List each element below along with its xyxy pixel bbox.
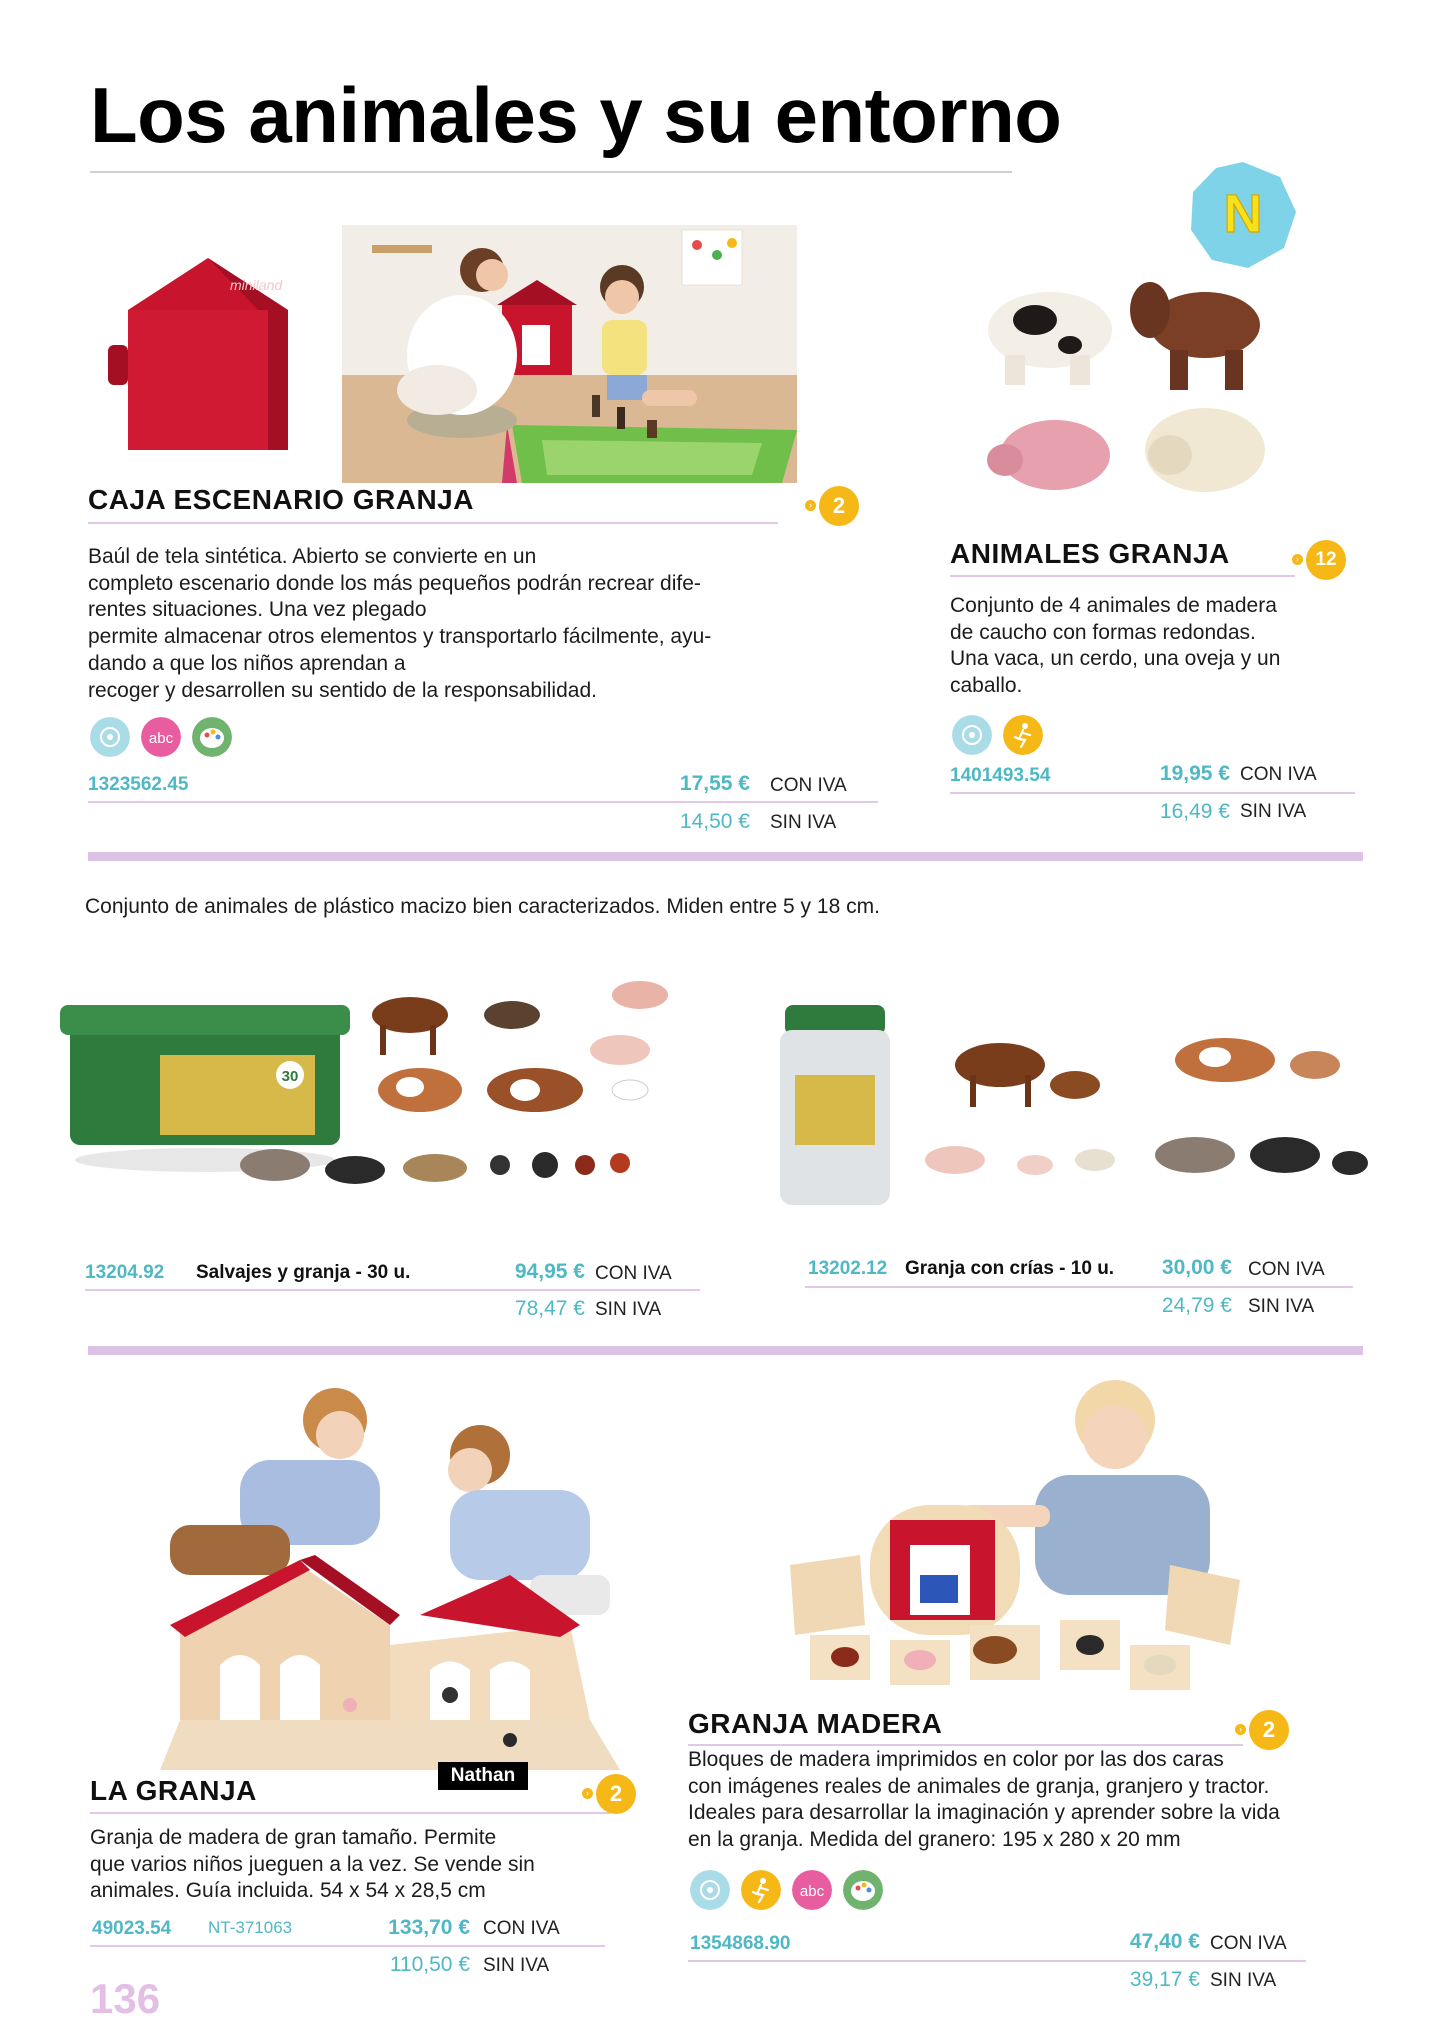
price-sin-iva: 78,47 €: [514, 1297, 585, 1320]
children-playing-photo: [342, 225, 797, 483]
price-divider: [85, 1289, 700, 1291]
con-iva-label: CON IVA: [1240, 764, 1317, 785]
desc-line: rentes situaciones. Una vez plegado: [88, 598, 427, 622]
arrow-icon: ›: [1292, 554, 1303, 565]
product-divider: [88, 522, 778, 524]
product-name: LA GRANJA: [90, 1775, 257, 1806]
desc-line: Conjunto de 4 animales de madera: [950, 594, 1277, 617]
product-name: CAJA ESCENARIO GRANJA: [88, 484, 474, 515]
product-code: 1401493.54: [950, 765, 1051, 786]
con-iva-label: CON IVA: [1210, 1933, 1287, 1954]
desc-line: dando a que los niños aprendan a: [88, 651, 406, 675]
product-divider: [950, 575, 1295, 577]
price-sin-iva: 16,49 €: [1159, 800, 1230, 823]
product-description: [688, 1747, 1388, 1854]
section-intro: Conjunto de animales de plástico macizo bien caracterizados. Miden entre 5 y 18 cm.: [85, 895, 880, 918]
title-divider: [90, 171, 1012, 173]
sin-iva-label: SIN IVA: [1240, 801, 1307, 822]
age-value: 2: [596, 1774, 636, 1814]
price-divider: [950, 792, 1355, 794]
sin-iva-label: SIN IVA: [770, 812, 837, 833]
desc-line: permite almacenar otros elementos y transportarlo fácilmente, ayu-: [88, 625, 712, 649]
product-code: 1354868.90: [690, 1933, 791, 1954]
desc-line: Ideales para desarrollar la imaginación y aprender sobre la vida: [688, 1801, 1280, 1825]
desc-line: con imágenes reales de animales de granja, granjero y tractor.: [688, 1774, 1270, 1798]
product-divider: [90, 1812, 610, 1814]
price-con-iva: 94,95 €: [514, 1260, 585, 1283]
senses-icon: [90, 717, 130, 757]
section-separator: [88, 1346, 1363, 1355]
con-iva-label: CON IVA: [595, 1263, 672, 1284]
price-divider: [90, 1945, 605, 1947]
motor-icon: [741, 1870, 781, 1910]
svg-text:abc: abc: [799, 1883, 825, 1900]
sin-iva-label: SIN IVA: [483, 1955, 550, 1976]
price-con-iva: 133,70 €: [388, 1916, 470, 1939]
item-name: Salvajes y granja - 30 u.: [196, 1262, 411, 1283]
plastic-animals-tub-image: [60, 975, 700, 1240]
wooden-blocks-photo: [770, 1365, 1260, 1705]
wooden-farm-photo: [150, 1375, 630, 1770]
con-iva-label: CON IVA: [1248, 1259, 1325, 1280]
page-title: Los animales y su entorno: [90, 71, 1062, 159]
price-sin-iva: 39,17 €: [1129, 1968, 1200, 1991]
page-number: 136: [90, 1975, 161, 2022]
price-divider: [688, 1960, 1306, 1962]
con-iva-label: CON IVA: [770, 775, 847, 796]
age-value: 2: [819, 486, 859, 526]
desc-line: Baúl de tela sintética. Abierto se convierte en un: [88, 545, 537, 568]
arrow-icon: ›: [582, 1788, 593, 1799]
desc-line: completo escenario donde los más pequeños podrán recrear dife-: [88, 571, 701, 595]
desc-line: caballo.: [950, 674, 1023, 698]
arrow-icon: ›: [805, 500, 816, 511]
palette-icon: [192, 717, 232, 757]
product-name: GRANJA MADERA: [688, 1708, 943, 1739]
product-code: 49023.54: [92, 1918, 172, 1939]
price-con-iva: 47,40 €: [1129, 1930, 1200, 1953]
animal-jar-image: [775, 1005, 1385, 1215]
nathan-logo: Nathan: [438, 1762, 528, 1790]
product-description: [90, 1825, 650, 1905]
box-brand-text: miniland: [230, 277, 283, 293]
senses-icon: [690, 1870, 730, 1910]
sin-iva-label: SIN IVA: [1248, 1296, 1315, 1317]
red-fabric-box-image: [108, 250, 308, 460]
product-code: 13202.12: [808, 1258, 888, 1279]
desc-line: que varios niños jueguen a la vez. Se vende sin: [90, 1852, 535, 1876]
item-name: Granja con crías - 10 u.: [905, 1258, 1115, 1279]
price-sin-iva: 14,50 €: [679, 810, 750, 833]
motor-icon: [1003, 715, 1043, 755]
price-divider: [805, 1286, 1353, 1288]
tub-count-label: 30: [281, 1068, 299, 1085]
price-con-iva: 17,55 €: [679, 772, 750, 795]
price-sin-iva: 110,50 €: [389, 1953, 470, 1976]
desc-line: Bloques de madera imprimidos en color por las dos caras: [688, 1748, 1224, 1771]
price-con-iva: 30,00 €: [1161, 1256, 1232, 1279]
abc-icon: [792, 1870, 832, 1910]
section-separator: [88, 852, 1363, 861]
desc-line: de caucho con formas redondas.: [950, 620, 1256, 644]
price-divider: [88, 801, 878, 803]
desc-line: recoger y desarrollen su sentido de la responsabilidad.: [88, 678, 597, 702]
product-ref: NT-371063: [208, 1918, 293, 1937]
svg-text:abc: abc: [148, 730, 174, 747]
age-value: 2: [1249, 1710, 1289, 1750]
new-badge-icon: [1188, 160, 1298, 270]
sin-iva-label: SIN IVA: [1210, 1970, 1277, 1991]
product-description: [88, 544, 848, 704]
product-description: [950, 593, 1350, 700]
desc-line: Una vaca, un cerdo, una oveja y un: [950, 647, 1281, 671]
con-iva-label: CON IVA: [483, 1918, 560, 1939]
product-divider: [688, 1744, 1243, 1746]
desc-line: en la granja. Medida del granero: 195 x 280 x 20 mm: [688, 1828, 1181, 1852]
product-name: ANIMALES GRANJA: [950, 538, 1230, 569]
price-con-iva: 19,95 €: [1159, 762, 1230, 785]
price-sin-iva: 24,79 €: [1161, 1294, 1232, 1317]
wooden-animals-image: [975, 265, 1285, 515]
arrow-icon: ›: [1235, 1724, 1246, 1735]
abc-icon: [141, 717, 181, 757]
product-code: 1323562.45: [88, 774, 189, 795]
senses-icon: [952, 715, 992, 755]
desc-line: Granja de madera de gran tamaño. Permite: [90, 1826, 497, 1849]
product-code: 13204.92: [85, 1262, 165, 1283]
palette-icon: [843, 1870, 883, 1910]
sin-iva-label: SIN IVA: [595, 1299, 662, 1320]
desc-line: animales. Guía incluida. 54 x 54 x 28,5 cm: [90, 1879, 486, 1903]
age-value: 12: [1306, 540, 1346, 580]
new-badge-letter: N: [1223, 184, 1263, 244]
